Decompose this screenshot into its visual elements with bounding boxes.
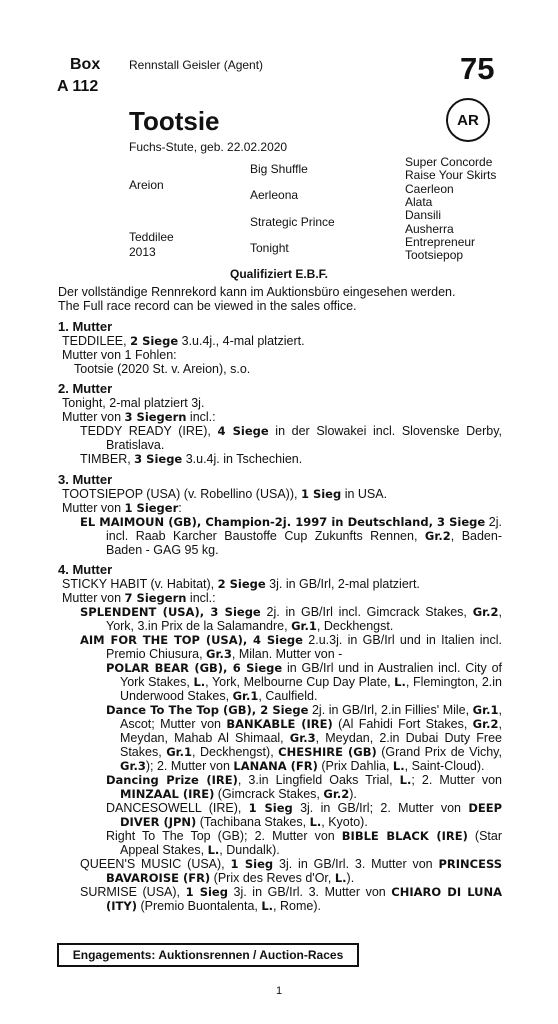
first-dam-foal: Tootsie (2020 St. v. Areion), s.o. <box>74 362 251 376</box>
first-dam-record: TEDDILEE, 2 Siege 3.u.4j., 4-mal platziert. <box>62 334 305 348</box>
section-heading: 4. Mutter <box>58 562 113 577</box>
produce-entry: QUEEN'S MUSIC (USA), 1 Sieg 3j. in GB/Irl. 3. Mutter von PRINCESS BAVAROISE (FR) (Prix des Reves d'Or, L.). <box>80 857 502 885</box>
section-heading: 3. Mutter <box>58 472 113 487</box>
pedigree-gp-3: Strategic Prince <box>250 215 335 229</box>
intro-line-de: Der vollständige Rennrekord kann im Auktionsbüro eingesehen werden. <box>58 285 456 299</box>
produce-entry: Dancing Prize (IRE), 3.in Lingfield Oaks Trial, L.; 2. Mutter von MINZAAL (IRE) (Gimcrack Stakes, Gr.2). <box>106 773 502 801</box>
second-dam-produce: Mutter von 3 Siegern incl.: <box>62 410 216 424</box>
fourth-dam-produce: Mutter von 7 Siegern incl.: <box>62 591 216 605</box>
engagements-box <box>57 943 359 967</box>
produce-entry: POLAR BEAR (GB), 6 Siege in GB/Irl und in Australien incl. City of York Stakes, L., York, Melbourne Cup Day Plate, L., Flemington, 2.in Underwood Stakes, Gr.1, Caulfield. <box>106 661 502 703</box>
box-number: A 112 <box>57 78 99 95</box>
consignor: Rennstall Geisler (Agent) <box>129 58 264 72</box>
produce-entry: EL MAIMOUN (GB), Champion-2j. 1997 in Deutschland, 3 Siege 2j. incl. Raab Karcher Baustoffe Cup Zukunfts Rennen, Gr.2, Baden-Baden - GAG 95 kg. <box>80 515 503 557</box>
badge-text: AR <box>457 111 479 129</box>
produce-entry: TEDDY READY (IRE), 4 Siege in der Slowakei incl. Slovenske Derby, Bratislava. <box>80 424 502 452</box>
produce-entry: Right To The Top (GB); 2. Mutter von BIBLE BLACK (IRE) (Star Appeal Stakes, L., Dundalk). <box>106 829 502 857</box>
horse-name: Tootsie <box>129 106 220 136</box>
third-dam-section <box>58 473 502 557</box>
first-dam-section <box>58 320 502 376</box>
produce-entry: AIM FOR THE TOP (USA), 4 Siege 2.u.3j. in GB/Irl und in Italien incl. Premio Chiusura, Gr.3, Milan. Mutter von - <box>80 633 502 661</box>
page-number: 1 <box>275 985 283 997</box>
ar-badge-icon <box>446 98 490 142</box>
fourth-dam-record: STICKY HABIT (v. Habitat), 2 Siege 3j. in GB/Irl, 2-mal platziert. <box>62 577 420 591</box>
second-dam-section <box>58 382 502 466</box>
produce-entry: SURMISE (USA), 1 Sieg 3j. in GB/Irl. 3. Mutter von CHIARO DI LUNA (ITY) (Premio Buontalenta, L., Rome). <box>80 885 502 913</box>
engagements-label: Engagements: Auktionsrennen / Auction-Races <box>72 948 344 962</box>
pedigree-ggp-4: Alata <box>405 195 433 209</box>
qualification: Qualifiziert E.B.F. <box>229 267 328 281</box>
horse-description: Fuchs-Stute, geb. 22.02.2020 <box>129 140 288 154</box>
pedigree-dam-year: 2013 <box>129 245 156 259</box>
intro-line-en: The Full race record can be viewed in the sales office. <box>58 299 357 313</box>
box-label: Box <box>70 56 101 73</box>
pedigree-ggp-5: Dansili <box>405 208 442 222</box>
pedigree-gp-1: Big Shuffle <box>250 162 308 176</box>
produce-entry: DANCESOWELL (IRE), 1 Sieg 3j. in GB/Irl; 2. Mutter von DEEP DIVER (JPN) (Tachibana Stakes, L., Kyoto). <box>106 801 502 829</box>
third-dam-produce: Mutter von 1 Sieger: <box>62 501 182 515</box>
pedigree-ggp-3: Caerleon <box>405 182 454 196</box>
pedigree-dam: Teddilee <box>129 230 174 244</box>
pedigree-ggp-7: Entrepreneur <box>405 235 476 249</box>
pedigree-ggp-2: Raise Your Skirts <box>405 168 497 182</box>
pedigree-ggp-1: Super Concorde <box>405 155 493 169</box>
pedigree-sire: Areion <box>129 178 164 192</box>
produce-entry: TIMBER, 3 Siege 3.u.4j. in Tschechien. <box>80 452 303 466</box>
section-heading: 2. Mutter <box>58 381 113 396</box>
section-heading: 1. Mutter <box>58 319 113 334</box>
pedigree-gp-2: Aerleona <box>250 188 299 202</box>
fourth-dam-section <box>58 563 502 913</box>
second-dam-record: Tonight, 2-mal platziert 3j. <box>62 396 205 410</box>
lot-number: 75 <box>460 51 495 86</box>
pedigree-ggp-8: Tootsiepop <box>405 248 464 262</box>
pedigree-ggp-6: Ausherra <box>405 222 454 236</box>
first-dam-produce-count: Mutter von 1 Fohlen: <box>62 348 177 362</box>
pedigree-gp-4: Tonight <box>250 241 289 255</box>
produce-entry: SPLENDENT (USA), 3 Siege 2j. in GB/Irl incl. Gimcrack Stakes, Gr.2, York, 3.in Prix de la Salamandre, Gr.1, Deckhengst. <box>80 605 503 633</box>
third-dam-record: TOOTSIEPOP (USA) (v. Robellino (USA)), 1 Sieg in USA. <box>62 487 388 501</box>
intro-text <box>58 285 455 313</box>
produce-entry: Dance To The Top (GB), 2 Siege 2j. in GB/Irl, 2.in Fillies' Mile, Gr.1, Ascot; Mutter von BANKABLE (IRE) (Al Fahidi Fort Stakes, Gr.2, Meydan, Mahab Al Shimaal, Gr.3, Meydan, 2.in Dubai Duty Free Stakes, Gr.1, Deckhengst), CHESHIRE (GB) (Grand Prix de Vichy, Gr.3); 2. Mutter von LANANA (FR) (Prix Dahlia, L., Saint-Cloud). <box>106 703 502 773</box>
